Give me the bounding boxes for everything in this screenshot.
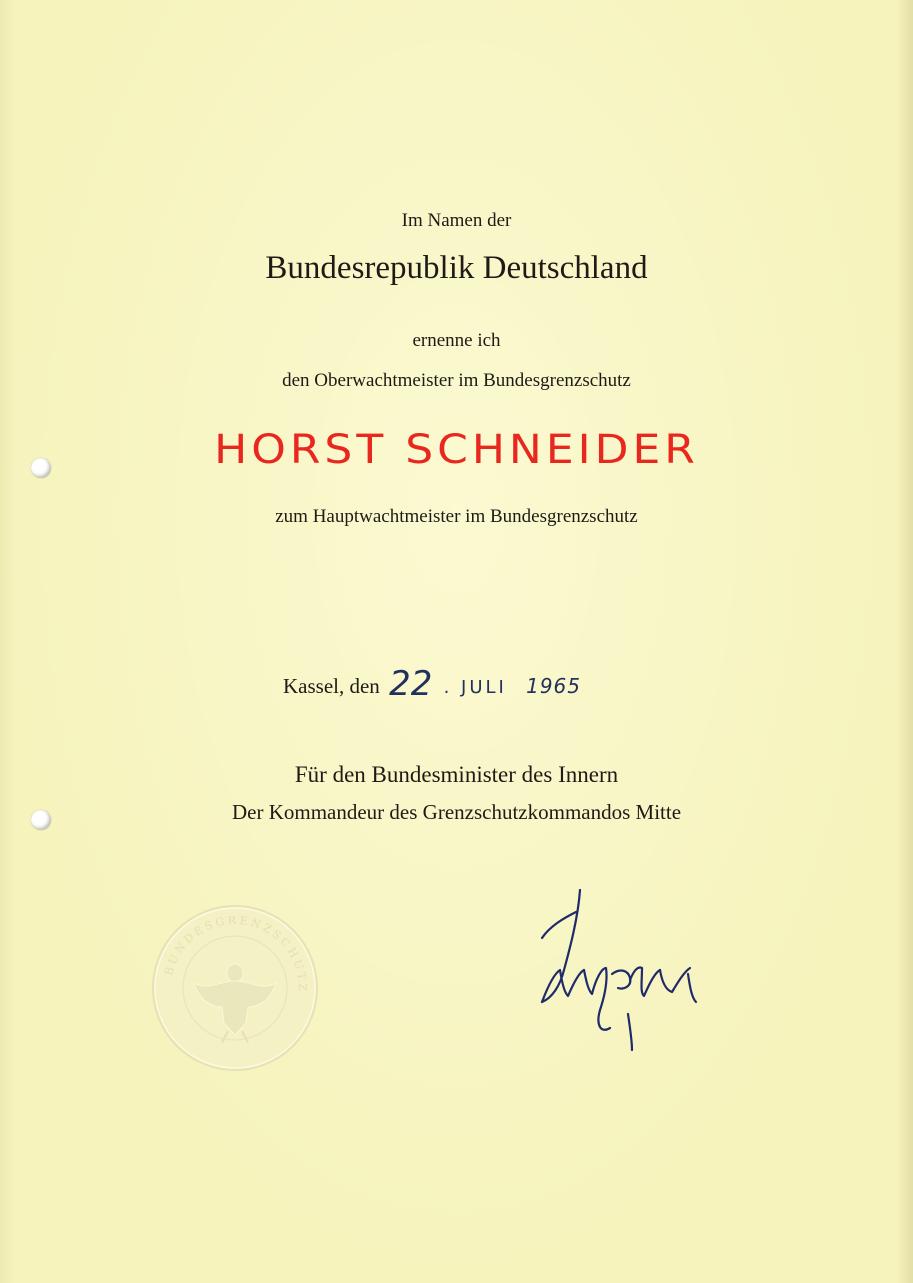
place-prefix: Kassel, den [283,674,380,698]
date-day: 22 [389,664,433,704]
signer-line-1: Für den Bundesminister des Innern [294,762,619,787]
date-year: 1965 [526,674,581,698]
date-month: . JULI [443,677,507,698]
handwritten-signature [520,878,730,1058]
seal-ring-text: BUNDESGRENZSCHUTZ [162,913,310,995]
new-rank-line: zum Hauptwachtmeister im Bundesgrenzschutz [275,506,638,527]
embossed-seal-icon [150,903,320,1073]
signer-line-2: Der Kommandeur des Grenzschutzkommandos Mitte [231,800,682,824]
intro-line: Im Namen der [401,210,512,231]
place-date-row [283,662,581,702]
appoint-line: ernenne ich [412,330,501,351]
previous-rank-line: den Oberwachtmeister im Bundesgrenzschutz [282,370,631,391]
recipient-name: HORST SCHNEIDER [214,426,699,473]
country-title: Bundesrepublik Deutschland [265,250,648,286]
